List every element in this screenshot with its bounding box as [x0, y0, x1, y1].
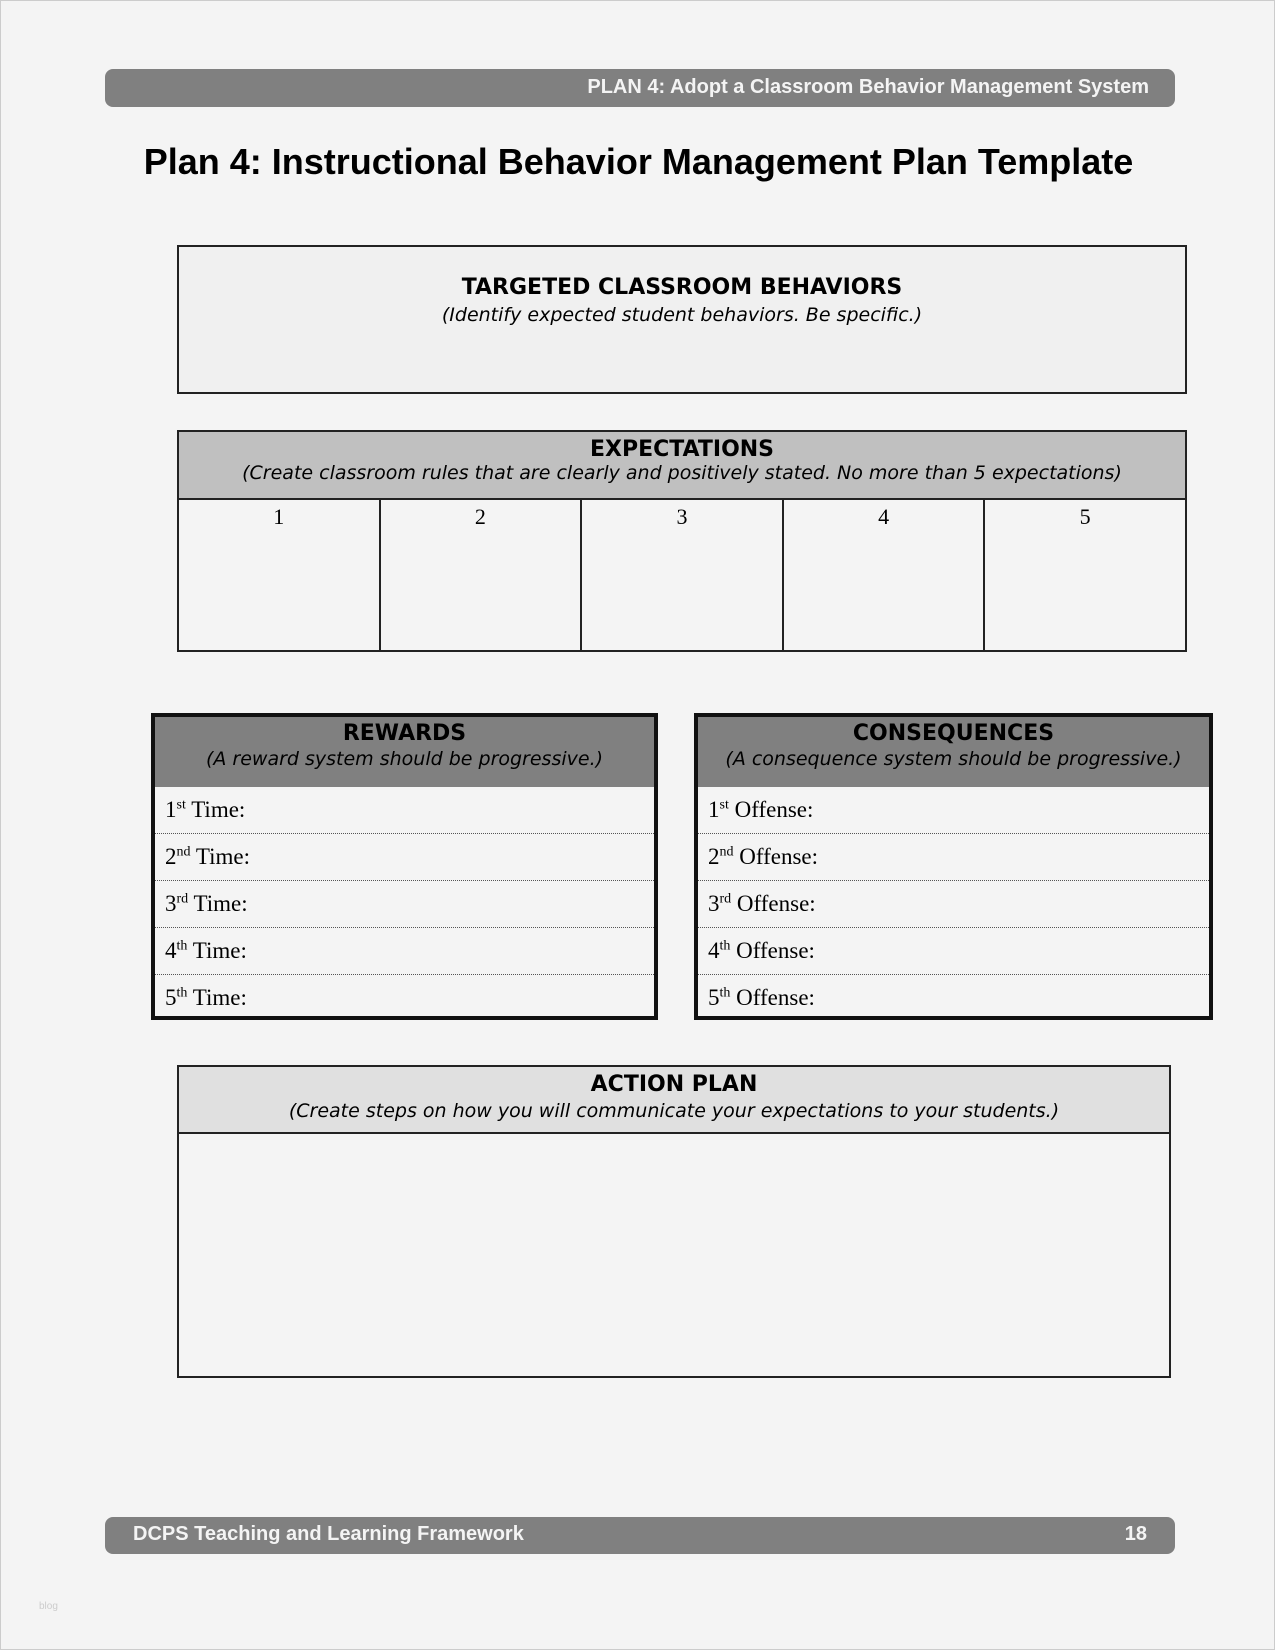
ordinal-suffix: st [176, 797, 186, 813]
expectation-cell[interactable]: 3 [582, 500, 784, 650]
row-label: Time: [191, 797, 246, 822]
consequences-subtitle: (A consequence system should be progressive.) [725, 748, 1182, 770]
row-label: Offense: [736, 891, 816, 916]
consequences-heading: CONSEQUENCES [852, 721, 1055, 746]
targeted-heading: TARGETED CLASSROOM BEHAVIORS [461, 275, 903, 300]
consequences-row[interactable] [698, 881, 1209, 928]
running-header: PLAN 4: Adopt a Classroom Behavior Management System [105, 69, 1175, 107]
row-label: Time: [195, 844, 250, 869]
rewards-heading: REWARDS [342, 721, 467, 746]
rewards-row[interactable] [155, 834, 654, 881]
expectations-table [177, 430, 1187, 652]
row-label: Offense: [739, 844, 819, 869]
row-label: Time: [193, 891, 248, 916]
action-plan-box [177, 1065, 1171, 1378]
consequences-header [698, 717, 1209, 787]
ordinal-number: 5 [708, 985, 720, 1010]
expectation-cell[interactable]: 1 [179, 500, 381, 650]
ordinal-number: 1 [708, 797, 720, 822]
action-plan-subtitle: (Create steps on how you will communicate your expectations to your students.) [288, 1100, 1060, 1122]
rewards-subtitle: (A reward system should be progressive.) [205, 748, 604, 770]
ordinal-suffix: th [176, 938, 188, 954]
action-plan-entry-area[interactable] [179, 1134, 1169, 1376]
page-title: Plan 4: Instructional Behavior Management Plan Template [143, 141, 1134, 182]
footer-bar [105, 1517, 1175, 1554]
row-label: Offense: [736, 938, 815, 963]
expectations-heading: EXPECTATIONS [589, 437, 775, 462]
ordinal-number: 5 [165, 985, 177, 1010]
ordinal-number: 4 [708, 938, 720, 963]
targeted-behaviors-box[interactable] [177, 245, 1187, 394]
ordinal-number: 3 [165, 891, 177, 916]
footer-title: DCPS Teaching and Learning Framework [133, 1523, 524, 1545]
ordinal-suffix: nd [719, 844, 734, 860]
rewards-table [151, 713, 658, 1020]
ordinal-number: 2 [165, 844, 177, 869]
row-label: Time: [192, 938, 247, 963]
consequences-row[interactable] [698, 787, 1209, 834]
expectations-subtitle: (Create classroom rules that are clearly and positively stated. No more than 5 expectations) [242, 462, 1122, 484]
ordinal-suffix: rd [719, 891, 732, 907]
ordinal-number: 4 [165, 938, 177, 963]
targeted-subtitle: (Identify expected student behaviors. Be specific.) [441, 304, 923, 326]
consequences-row[interactable] [698, 834, 1209, 881]
ordinal-number: 2 [708, 844, 720, 869]
expectation-cell[interactable]: 5 [1079, 504, 1091, 529]
ordinal-suffix: nd [176, 844, 191, 860]
page-number: 18 [1124, 1523, 1147, 1545]
row-label: Offense: [736, 985, 815, 1010]
watermark: blog [39, 1601, 58, 1612]
consequences-row[interactable] [698, 928, 1209, 975]
rewards-header [155, 717, 654, 787]
ordinal-suffix: th [719, 938, 731, 954]
expectations-header [179, 432, 1185, 500]
ordinal-suffix: th [176, 985, 188, 1001]
ordinal-suffix: st [719, 797, 729, 813]
expectation-cell[interactable]: 4 [784, 500, 986, 650]
action-plan-heading: ACTION PLAN [590, 1072, 758, 1097]
consequences-row[interactable] [698, 975, 1209, 1022]
ordinal-number: 1 [165, 797, 177, 822]
ordinal-number: 3 [708, 891, 720, 916]
rewards-row[interactable] [155, 787, 654, 834]
ordinal-suffix: rd [176, 891, 189, 907]
row-label: Offense: [734, 797, 814, 822]
ordinal-suffix: th [719, 985, 731, 1001]
row-label: Time: [192, 985, 247, 1010]
rewards-row[interactable] [155, 975, 654, 1022]
action-plan-header [179, 1067, 1169, 1134]
expectation-cell[interactable]: 2 [381, 500, 583, 650]
rewards-row[interactable] [155, 928, 654, 975]
consequences-table [694, 713, 1213, 1020]
rewards-row[interactable] [155, 881, 654, 928]
